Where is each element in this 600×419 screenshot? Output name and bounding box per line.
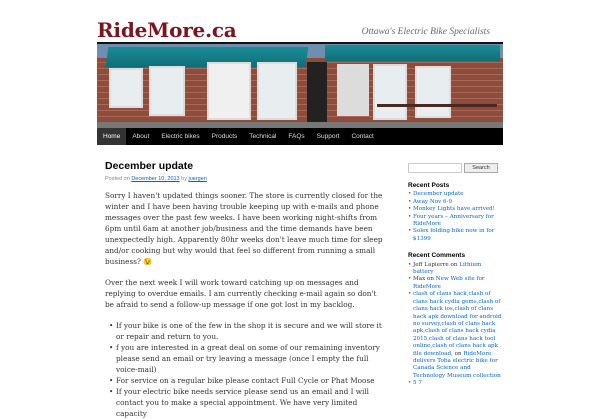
nav-item-support[interactable]: Support [316,133,340,140]
comment-on: on [427,276,434,283]
comment-author-link[interactable]: 5 7 [413,380,422,387]
search-form [408,163,503,173]
nav-item-technical[interactable]: Technical [249,133,277,140]
site-title[interactable]: RideMore.ca [97,18,237,42]
list-item [408,206,503,213]
list-item [408,191,503,198]
nav-item-electric-bikes[interactable]: Electric bikes [161,133,200,140]
header-banner-image [97,42,503,128]
recent-post-link[interactable]: December update [413,191,464,198]
list-item [408,380,503,387]
list-item [408,214,503,229]
nav-item-about[interactable]: About [132,133,150,140]
search-button[interactable]: Search [464,163,498,173]
post-bullet-item: • f you are interested in a great deal on some of our remaining inventory please send an email or try leaving a message (once I empty the full voice-mail) [109,342,385,375]
comment-on: on [450,261,458,268]
comment-author: Max [413,276,426,283]
recent-comments-title: Recent Comments [408,252,466,260]
comment-post-link[interactable]: Lithium battery [413,261,482,276]
post-body [105,190,385,419]
post-meta [105,176,385,182]
comment-on: on [454,350,462,357]
main-navigation [97,128,503,145]
site-description: Ottawa's Electric Bike Specialists [361,27,490,37]
recent-post-link[interactable]: Monkey Lights have arrived! [413,206,495,213]
sidebar [408,163,503,388]
comment-author: Jeff Lapierre [413,261,449,268]
list-item [408,291,503,380]
nav-item-faqs[interactable]: FAQs [288,133,305,140]
post-article [105,160,385,419]
recent-post-link[interactable]: Four years – Anniversary for RideMore [413,213,494,228]
comment-author-link[interactable]: clash of clans hack,clash of clans hack cydia gems,clash of clans hack ios,clash of clans hack apk download for android no survey,clash of clans hack apk,clash of clans hack cydia 2015,clash of clans hack tool online,clash of clans hack apk file download, [413,291,502,357]
post-paragraph: Sorry I haven't updated things sooner. The store is currently closed for the winter and I have been having trouble keeping up with e-mails and phone messages over the past few weeks. I have been working night-shifts from 6pm until 6am at another job/business and the time demands have been unexpectedly high. Apparently 80hr weeks don't leave much time for sleep and/or cooking but why would that feel so different from running a small business? 😉 [105,191,383,266]
post-bullet-item: • If your electric bike needs service please send us an email and I will contact you to make a special appointment. We have very limited capacity [109,386,385,419]
search-input[interactable] [408,163,462,173]
recent-post-link[interactable]: Solex folding bike now in for $1399 [413,228,495,242]
list-item [408,276,503,291]
post-paragraph: Over the next week I will work toward catching up on messages and replying to overdue emails. I am currently checking e-mail again so don't be afraid to send a follow-up message if one got lost in my backlog. [105,278,377,309]
recent-posts-widget [408,182,503,243]
post-author-link[interactable]: juergen [188,176,207,182]
nav-item-home[interactable]: Home [97,128,126,145]
post-bullet-item: • For service on a regular bike please contact Full Cycle or Phat Moose [109,375,385,386]
post-title[interactable]: December update [105,160,194,172]
post-bullet-list [109,320,385,419]
recent-post-link[interactable]: Away Nov 6-9 [413,198,453,205]
comment-post-link[interactable]: New Web site for RideMore [413,276,485,290]
recent-comments-widget [408,252,503,387]
comment-post-link[interactable]: RideMore delivers Toba electric bike for Canada Science and Technology Museum collection [413,350,501,379]
post-bullet-item: • If your bike is one of the few in the shop it is secure and we will store it or repair and return to you. [109,320,385,342]
post-date-link[interactable]: December 10, 2013 [131,176,180,182]
list-item [408,228,503,243]
list-item [408,262,503,277]
list-item [408,199,503,206]
page-wrapper [97,0,503,418]
nav-item-contact[interactable]: Contact [351,133,374,140]
post-meta-by: by [181,176,187,182]
nav-item-products[interactable]: Products [211,133,238,140]
post-meta-prefix: Posted on [105,176,130,182]
recent-posts-title: Recent Posts [408,182,450,189]
